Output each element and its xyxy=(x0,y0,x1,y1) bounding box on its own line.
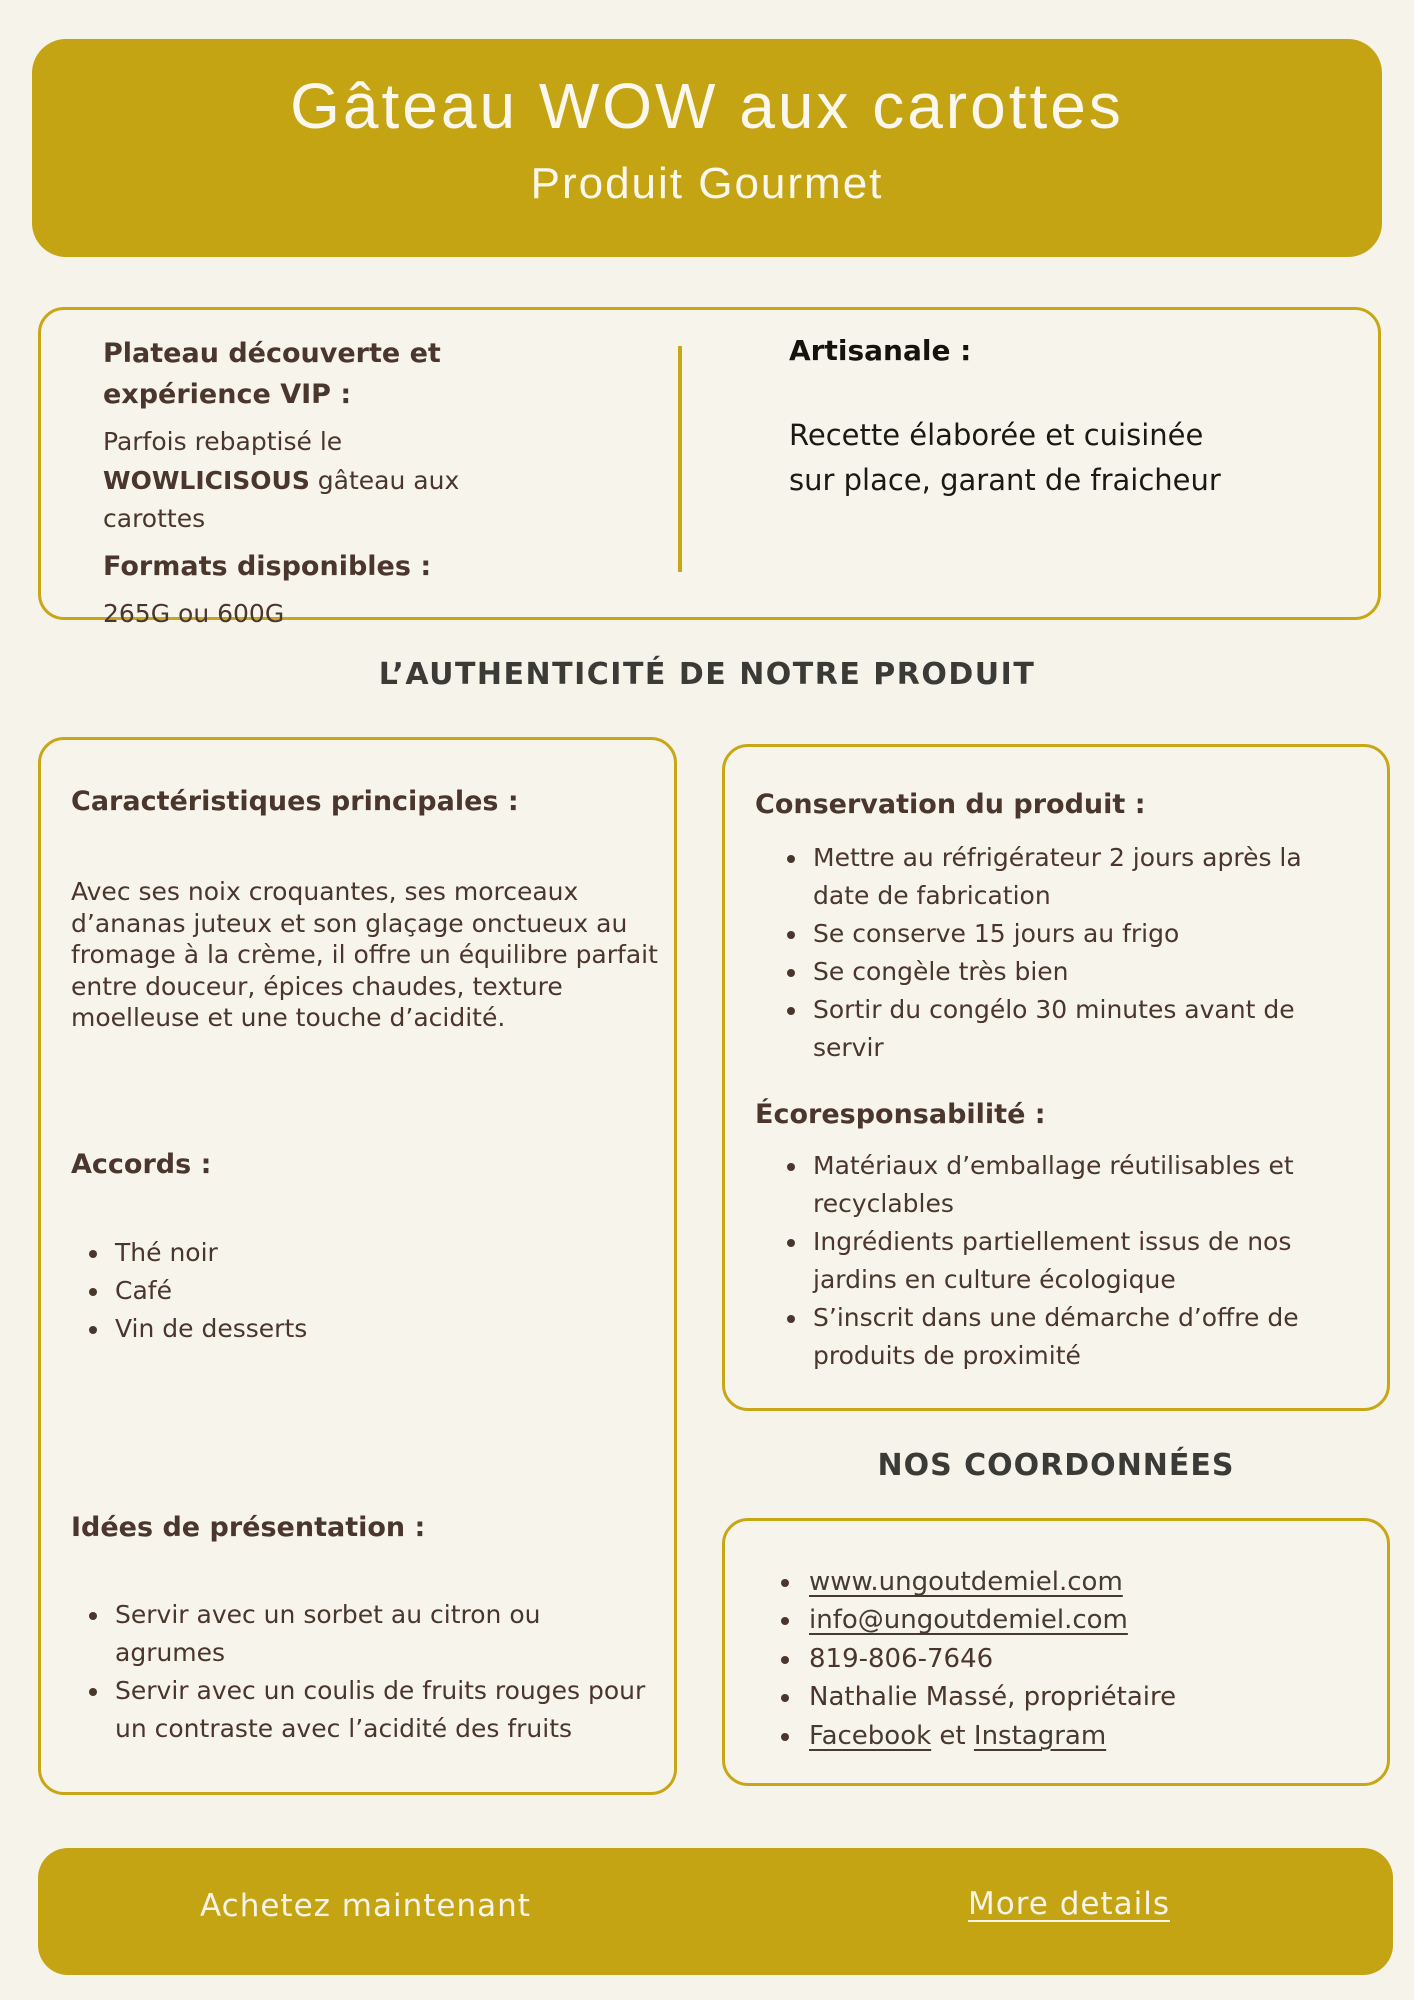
features-heading: Caractéristiques principales : xyxy=(71,786,519,817)
list-item: Café xyxy=(41,1272,333,1310)
vertical-divider xyxy=(678,346,682,572)
intro-left-column xyxy=(103,334,503,634)
facebook-link[interactable]: Facebook xyxy=(809,1720,932,1751)
header-banner xyxy=(32,39,1382,257)
intro-card xyxy=(38,307,1381,628)
features-card xyxy=(38,737,677,1795)
eco-heading: Écoresponsabilité : xyxy=(755,1099,1046,1130)
social-separator: et xyxy=(931,1720,974,1751)
intro-right-column xyxy=(789,334,1309,503)
list-item: Vin de desserts xyxy=(41,1310,333,1348)
list-item xyxy=(725,1717,1202,1755)
list-item xyxy=(725,1563,1202,1601)
contact-list xyxy=(725,1563,1202,1755)
list-item xyxy=(725,1601,1202,1639)
more-details-link[interactable]: More details xyxy=(968,1886,1170,1922)
formats-heading: Formats disponibles : xyxy=(103,550,432,582)
owner-name: Nathalie Massé, propriétaire xyxy=(809,1682,1177,1713)
ideas-heading: Idées de présentation : xyxy=(71,1512,426,1543)
list-item: Matériaux d’emballage réutilisables et recyclables xyxy=(725,1147,1387,1223)
list-item xyxy=(725,1678,1202,1716)
list-item: Mettre au réfrigérateur 2 jours après la date de fabrication xyxy=(725,839,1387,915)
list-item: S’inscrit dans une démarche d’offre de produits de proximité xyxy=(725,1299,1387,1375)
formats-value: 265G ou 600G xyxy=(103,599,285,628)
eco-list xyxy=(725,1147,1387,1375)
conservation-list xyxy=(725,839,1387,1067)
list-item: Servir avec un sorbet au citron ou agrumes xyxy=(41,1596,674,1672)
contact-section-title: NOS COORDONNÉES xyxy=(877,1448,1235,1483)
vip-description-suffix: gâteau aux carottes xyxy=(103,465,460,533)
features-paragraph: Avec ses noix croquantes, ses morceaux d’ananas juteux et son glaçage onctueux au fromage à la crème, il offre un équilibre parfait entre douceur, épices chaudes, texture moelleuse et une touche d’acidité. xyxy=(71,877,658,1032)
contact-card xyxy=(722,1518,1390,1786)
ideas-list xyxy=(41,1596,674,1748)
footer-bar xyxy=(38,1848,1393,1975)
list-item: Se congèle très bien xyxy=(725,953,1387,991)
vip-description xyxy=(103,423,503,539)
list-item: Se conserve 15 jours au frigo xyxy=(725,915,1387,953)
phone-number: 819-806-7646 xyxy=(809,1643,994,1674)
accords-heading: Accords : xyxy=(71,1149,212,1180)
vip-heading: Plateau découverte et expérience VIP : xyxy=(103,338,441,410)
artisanale-heading: Artisanale : xyxy=(789,334,972,367)
list-item: Thé noir xyxy=(41,1234,333,1272)
vip-description-prefix: Parfois rebaptisé le xyxy=(103,427,343,456)
authenticity-section-title: L’AUTHENTICITÉ DE NOTRE PRODUIT xyxy=(378,657,1036,692)
email-link[interactable]: info@ungoutdemiel.com xyxy=(809,1605,1128,1636)
page-subtitle: Produit Gourmet xyxy=(530,159,884,208)
website-link[interactable]: www.ungoutdemiel.com xyxy=(809,1567,1123,1597)
buy-now-button[interactable]: Achetez maintenant xyxy=(200,1888,531,1924)
list-item xyxy=(725,1640,1202,1678)
list-item: Ingrédients partiellement issus de nos jardins en culture écologique xyxy=(725,1223,1387,1299)
page-title: Gâteau WOW aux carottes xyxy=(290,70,1124,142)
artisanale-description: Recette élaborée et cuisinée sur place, garant de fraicheur xyxy=(789,418,1221,497)
list-item: Servir avec un coulis de fruits rouges pour un contraste avec l’acidité des fruits xyxy=(41,1672,674,1748)
list-item: Sortir du congélo 30 minutes avant de servir xyxy=(725,991,1387,1067)
vip-description-brandword: WOWLICISOUS xyxy=(103,465,310,495)
accords-list xyxy=(41,1234,333,1348)
conservation-heading: Conservation du produit : xyxy=(755,789,1146,820)
instagram-link[interactable]: Instagram xyxy=(973,1720,1107,1751)
conservation-card xyxy=(722,744,1390,1411)
